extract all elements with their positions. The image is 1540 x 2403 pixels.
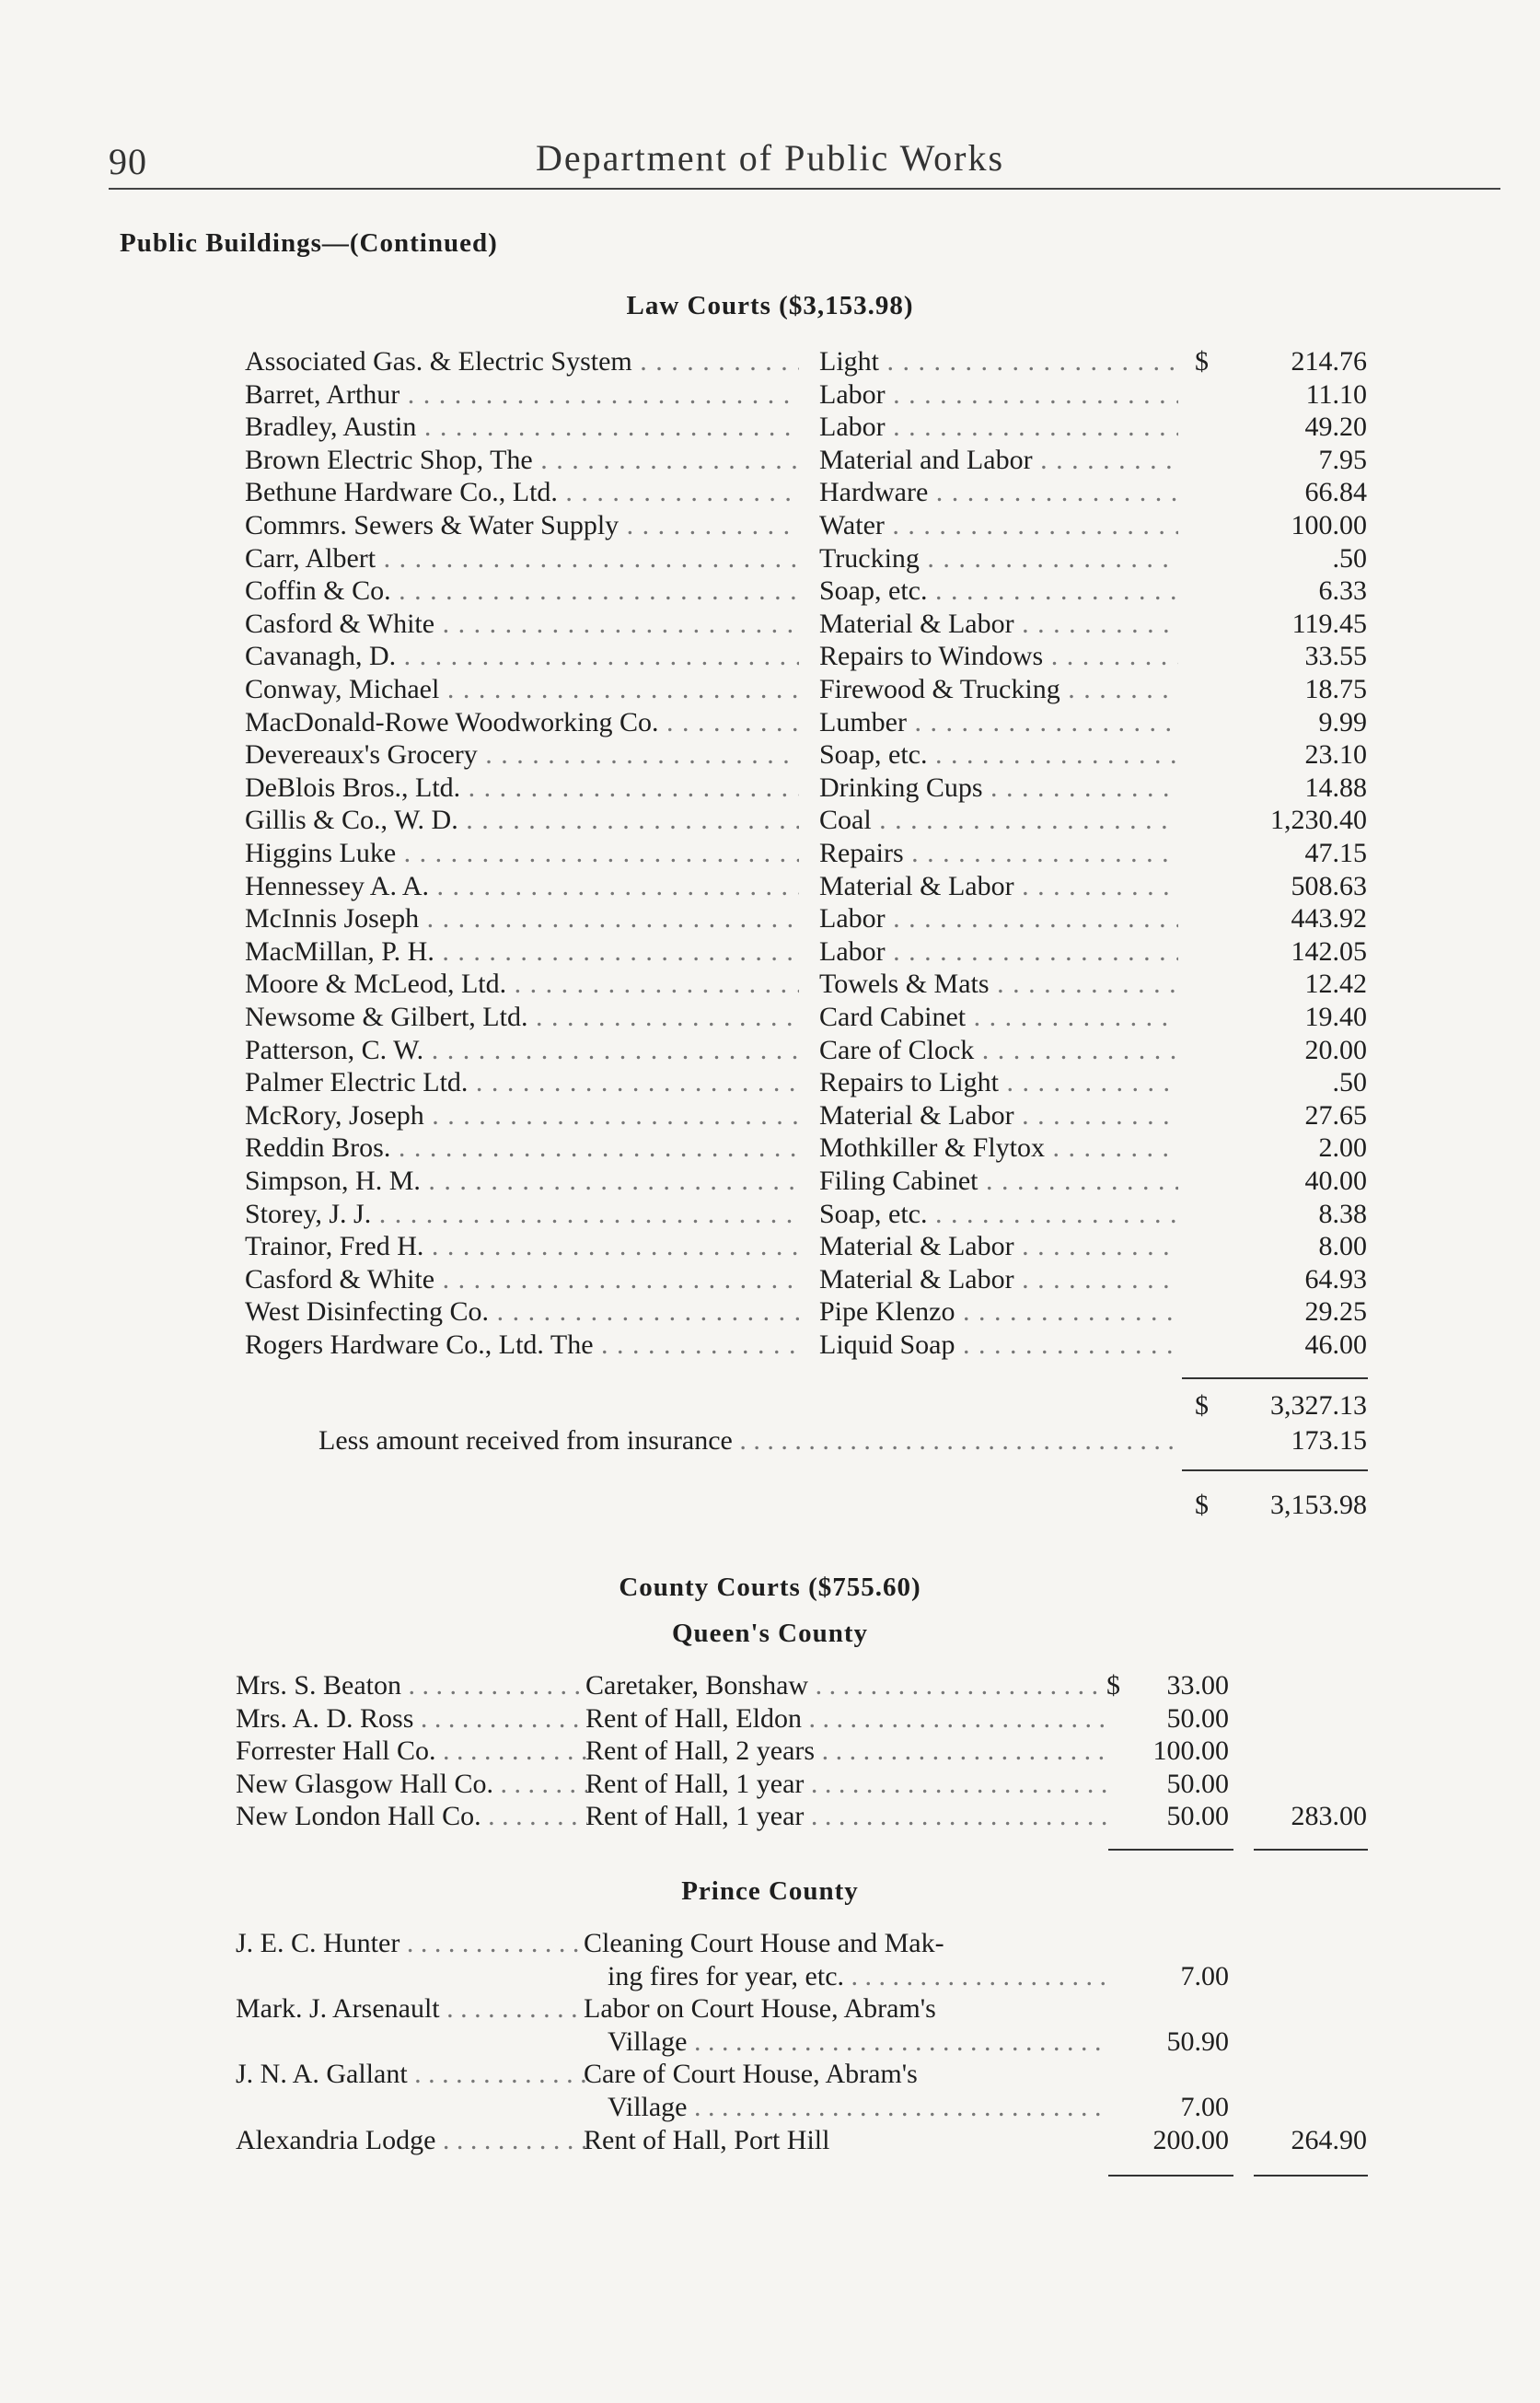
table-row (0, 1801, 1540, 1834)
table-row (0, 1736, 1540, 1769)
description-cell: Rent of Hall, 1 year . . . (585, 1801, 1106, 1832)
county-courts-heading: County Courts ($755.60) (619, 1573, 921, 1602)
payee-cell: J. N. A. Gallant . . . (236, 2059, 585, 2090)
payee-cell: Bradley, Austin . . . (245, 412, 799, 443)
payee-cell: Palmer Electric Ltd. . . . (245, 1067, 799, 1098)
amount-cell: 40.00 (1304, 1166, 1367, 1196)
description-cell: Drinking Cups . . . (819, 772, 1178, 804)
payee-cell: Storey, J. J. . . . (245, 1199, 799, 1230)
description-cell: Soap, etc. . . . (819, 1199, 1178, 1230)
table-row (0, 510, 1540, 543)
prince-county-heading: Prince County (681, 1876, 859, 1906)
payee-cell: Bethune Hardware Co., Ltd. . . . (245, 477, 799, 508)
amount-cell: 27.65 (1304, 1099, 1367, 1131)
law-courts-total-row (0, 1490, 1540, 1523)
table-row (0, 477, 1540, 510)
description-cell: Towels & Mats . . . (819, 969, 1178, 1000)
subtotal-cell: 283.00 (1291, 1801, 1367, 1832)
description-cell: Card Cabinet . . . (819, 1002, 1178, 1033)
amount-cell: 20.00 (1304, 1034, 1367, 1065)
description-cell: Firewood & Trucking . . . (819, 674, 1178, 705)
amount-cell: 18.75 (1304, 674, 1367, 704)
description-cell: Water . . . (819, 510, 1178, 541)
description-cell: Material & Labor . . . (819, 609, 1178, 640)
description-cell: Repairs . . . (819, 838, 1178, 869)
subtotal-rule (1182, 1377, 1368, 1379)
amount-cell: 443.92 (1291, 903, 1367, 934)
header-rule (109, 188, 1500, 190)
payee-cell: Mark. J. Arsenault . . . (236, 1993, 585, 2025)
table-row (0, 2125, 1540, 2158)
queens-rule-subtotal (1254, 1849, 1368, 1851)
description-cell: Hardware . . . (819, 477, 1178, 508)
description-cell: Care of Court House, Abram's (584, 2059, 918, 2090)
description-cell: Care of Clock . . . (819, 1035, 1178, 1066)
description-cell: Rent of Hall, 2 years . . . (585, 1736, 1106, 1767)
table-row (0, 1199, 1540, 1232)
payee-cell: McInnis Joseph . . . (245, 903, 799, 934)
payee-cell: Trainor, Fred H. . . . (245, 1231, 799, 1262)
amount-cell: 214.76 (1291, 346, 1367, 377)
payee-cell: Rogers Hardware Co., Ltd. The . . . (245, 1329, 799, 1361)
table-row (0, 575, 1540, 609)
table-row (0, 969, 1540, 1002)
description-cell: Labor on Court House, Abram's (584, 1993, 936, 2025)
payee-cell: Commrs. Sewers & Water Supply . . . (245, 510, 799, 541)
description-cell: Material & Labor . . . (819, 1231, 1178, 1262)
description-cell: Liquid Soap . . . (819, 1329, 1178, 1361)
payee-cell: Devereaux's Grocery . . . (245, 739, 799, 771)
table-row (0, 1067, 1540, 1100)
payee-cell: Brown Electric Shop, The . . . (245, 445, 799, 476)
table-row (0, 838, 1540, 871)
table-row (0, 1928, 1540, 1961)
description-cell: Filing Cabinet . . . (819, 1166, 1178, 1197)
description-cell: Lumber . . . (819, 707, 1178, 738)
currency-symbol: $ (1195, 1390, 1209, 1421)
amount-cell: 8.38 (1318, 1198, 1367, 1229)
description-cell: Village . . . (608, 2092, 1105, 2123)
amount-cell: 66.84 (1304, 477, 1367, 508)
table-row (0, 805, 1540, 838)
amount-cell: 29.25 (1304, 1296, 1367, 1328)
law-courts-subtotal: 3,327.13 (1270, 1390, 1367, 1421)
payee-cell: Newsome & Gilbert, Ltd. . . . (245, 1002, 799, 1033)
table-row (0, 1993, 1540, 2026)
insurance-amount: 173.15 (1291, 1425, 1367, 1456)
table-row (0, 936, 1540, 969)
table-row (0, 1002, 1540, 1035)
amount-cell: 119.45 (1291, 608, 1367, 639)
amount-cell: 100.00 (1291, 510, 1367, 540)
law-courts-total: 3,153.98 (1270, 1490, 1367, 1520)
amount-cell: 23.10 (1304, 739, 1367, 771)
description-cell: Labor . . . (819, 412, 1178, 443)
payee-cell: MacDonald-Rowe Woodworking Co. . . . (245, 707, 799, 738)
table-row (0, 1231, 1540, 1264)
amount-cell: 100.00 (1152, 1736, 1229, 1767)
description-cell: Village . . . (608, 2026, 1105, 2058)
description-cell: ing fires for year, etc. . . . (608, 1961, 1105, 1992)
description-cell: Material & Labor . . . (819, 1100, 1178, 1132)
amount-cell: .50 (1332, 542, 1367, 574)
description-cell: Repairs to Light . . . (819, 1067, 1178, 1098)
amount-cell: 8.00 (1318, 1231, 1367, 1262)
payee-cell: Casford & White . . . (245, 609, 799, 640)
total-rule (1182, 1469, 1368, 1471)
table-row (0, 1035, 1540, 1068)
payee-cell: Mrs. A. D. Ross . . . (236, 1703, 587, 1735)
amount-cell: 1,230.40 (1270, 805, 1367, 836)
table-row (0, 1132, 1540, 1166)
description-cell: Labor . . . (819, 936, 1178, 968)
amount-cell: 6.33 (1318, 575, 1367, 607)
payee-cell: Reddin Bros. . . . (245, 1132, 799, 1164)
prince-rule-amounts (1108, 2175, 1233, 2177)
amount-cell: 50.00 (1166, 1702, 1229, 1734)
description-cell: Light . . . (819, 346, 1178, 377)
amount-cell: 14.88 (1304, 772, 1367, 803)
payee-cell: Coffin & Co. . . . (245, 575, 799, 607)
description-cell: Material and Labor . . . (819, 445, 1178, 476)
description-cell: Cleaning Court House and Mak- (584, 1928, 944, 1958)
amount-cell: .50 (1332, 1067, 1367, 1098)
section-heading: Public Buildings—(Continued) (120, 228, 498, 258)
amount-cell: 33.00 (1166, 1670, 1229, 1701)
table-row-continuation (0, 1961, 1540, 1994)
amount-cell: 142.05 (1291, 935, 1367, 967)
prince-rule-subtotal (1254, 2175, 1368, 2177)
description-cell: Mothkiller & Flytox . . . (819, 1132, 1178, 1164)
payee-cell: New Glasgow Hall Co. . . . (236, 1769, 587, 1800)
description-cell: Repairs to Windows . . . (819, 641, 1178, 672)
amount-cell: 12.42 (1304, 969, 1367, 1000)
table-row (0, 346, 1540, 379)
payee-cell: West Disinfecting Co. . . . (245, 1296, 799, 1328)
insurance-label: Less amount received from insurance . . . (318, 1425, 1175, 1457)
table-row (0, 1166, 1540, 1199)
queens-rule-amounts (1108, 1849, 1233, 1851)
currency-symbol: $ (1195, 1490, 1209, 1520)
currency-symbol: $ (1195, 346, 1209, 377)
table-row (0, 772, 1540, 806)
payee-cell: Barret, Arthur . . . (245, 379, 799, 411)
description-cell: Material & Labor . . . (819, 871, 1178, 902)
payee-cell: Gillis & Co., W. D. . . . (245, 805, 799, 836)
payee-cell: Cavanagh, D. . . . (245, 641, 799, 672)
amount-cell: 19.40 (1304, 1002, 1367, 1032)
table-row (0, 609, 1540, 642)
table-row (0, 543, 1540, 576)
payee-cell: Forrester Hall Co. . . . (236, 1736, 587, 1767)
payee-cell: New London Hall Co. . . . (236, 1801, 587, 1832)
amount-cell: 50.90 (1166, 2026, 1229, 2057)
page-number: 90 (109, 141, 147, 182)
description-cell: Soap, etc. . . . (819, 739, 1178, 771)
table-row (0, 1703, 1540, 1736)
amount-cell: 7.00 (1180, 1960, 1229, 1991)
amount-cell: 7.00 (1180, 2092, 1229, 2122)
description-cell: Rent of Hall, 1 year . . . (585, 1769, 1106, 1800)
table-row-continuation (0, 2092, 1540, 2125)
table-row-continuation (0, 2026, 1540, 2060)
description-cell: Trucking . . . (819, 543, 1178, 575)
running-head: Department of Public Works (535, 137, 1005, 179)
description-cell: Caretaker, Bonshaw . . . (585, 1670, 1106, 1701)
table-row (0, 1670, 1540, 1703)
payee-cell: MacMillan, P. H. . . . (245, 936, 799, 968)
payee-cell: Hennessey A. A. . . . (245, 871, 799, 902)
description-cell: Coal . . . (819, 805, 1178, 836)
description-cell: Soap, etc. . . . (819, 575, 1178, 607)
subtotal-cell: 264.90 (1291, 2124, 1367, 2155)
table-row (0, 641, 1540, 674)
table-row (0, 412, 1540, 445)
payee-cell: Associated Gas. & Electric System . . . (245, 346, 799, 377)
amount-cell: 7.95 (1318, 444, 1367, 475)
table-row (0, 1329, 1540, 1363)
amount-cell: 508.63 (1291, 870, 1367, 901)
table-row (0, 739, 1540, 772)
table-row (0, 445, 1540, 478)
insurance-row (0, 1425, 1540, 1458)
amount-cell: 9.99 (1318, 706, 1367, 737)
description-cell: Rent of Hall, Eldon . . . (585, 1703, 1106, 1735)
amount-cell: 200.00 (1152, 2124, 1229, 2155)
queens-county-heading: Queen's County (671, 1619, 868, 1648)
amount-cell: 50.00 (1166, 1801, 1229, 1832)
table-row (0, 1769, 1540, 1802)
amount-cell: 50.00 (1166, 1768, 1229, 1799)
description-cell: Rent of Hall, Port Hill (584, 2124, 830, 2155)
amount-cell: 64.93 (1304, 1263, 1367, 1294)
table-row (0, 2059, 1540, 2092)
payee-cell: Moore & McLeod, Ltd. . . . (245, 969, 799, 1000)
law-courts-subtotal-row (0, 1390, 1540, 1423)
payee-cell: Mrs. S. Beaton . . . (236, 1670, 587, 1701)
payee-cell: Carr, Albert . . . (245, 543, 799, 575)
table-row (0, 1100, 1540, 1133)
currency-symbol: $ (1106, 1670, 1120, 1701)
law-courts-heading: Law Courts ($3,153.98) (626, 291, 914, 320)
table-row (0, 871, 1540, 904)
table-row (0, 379, 1540, 412)
table-row (0, 903, 1540, 936)
table-row (0, 1264, 1540, 1297)
amount-cell: 2.00 (1318, 1132, 1367, 1164)
payee-cell: DeBlois Bros., Ltd. . . . (245, 772, 799, 804)
amount-cell: 47.15 (1304, 838, 1367, 868)
table-row (0, 674, 1540, 707)
table-row (0, 1296, 1540, 1329)
payee-cell: Casford & White . . . (245, 1264, 799, 1295)
amount-cell: 49.20 (1304, 412, 1367, 443)
payee-cell: J. E. C. Hunter . . . (236, 1928, 585, 1959)
payee-cell: Conway, Michael . . . (245, 674, 799, 705)
description-cell: Pipe Klenzo . . . (819, 1296, 1178, 1328)
table-row (0, 707, 1540, 740)
amount-cell: 11.10 (1305, 378, 1367, 410)
payee-cell: Higgins Luke . . . (245, 838, 799, 869)
description-cell: Labor . . . (819, 903, 1178, 934)
description-cell: Labor . . . (819, 379, 1178, 411)
payee-cell: Patterson, C. W. . . . (245, 1035, 799, 1066)
payee-cell: Simpson, H. M. . . . (245, 1166, 799, 1197)
amount-cell: 46.00 (1304, 1329, 1367, 1360)
description-cell: Material & Labor . . . (819, 1264, 1178, 1295)
payee-cell: McRory, Joseph . . . (245, 1100, 799, 1132)
payee-cell: Alexandria Lodge . . . (236, 2125, 585, 2156)
amount-cell: 33.55 (1304, 641, 1367, 672)
